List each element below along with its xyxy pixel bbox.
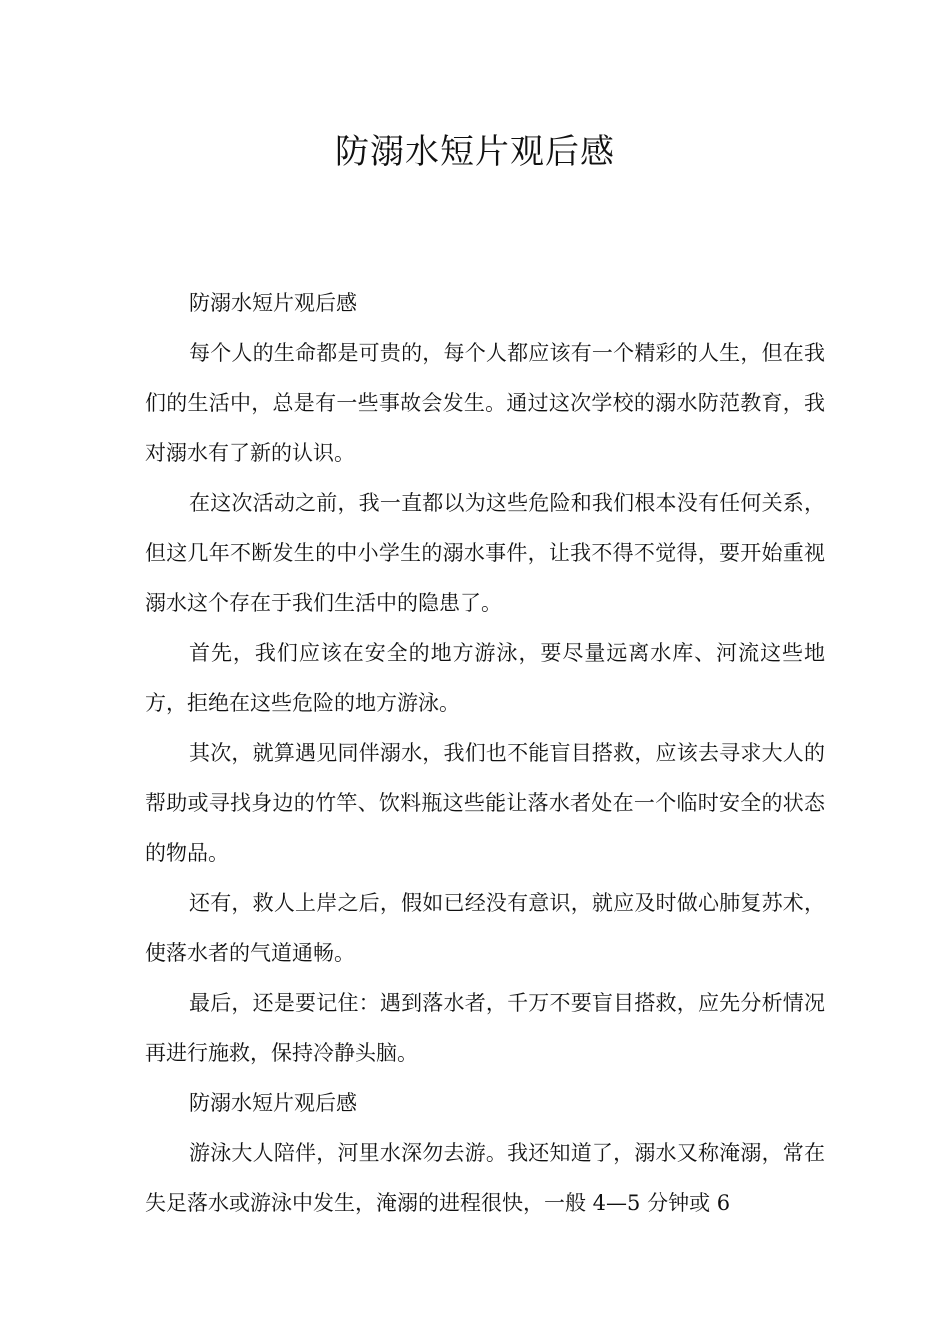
paragraph: 还有，救人上岸之后，假如已经没有意识，就应及时做心肺复苏术，使落水者的气道通畅。: [145, 891, 825, 965]
document-title: 防溺水短片观后感: [335, 132, 615, 172]
paragraph: 其次，就算遇见同伴溺水，我们也不能盲目搭救，应该去寻求大人的帮助或寻找身边的竹竿、饮料瓶这些能让落水者处在一个临时安全的状态的物品。: [145, 741, 825, 865]
paragraph: 游泳大人陪伴，河里水深勿去游。我还知道了，溺水又称淹溺，常在失足落水或游泳中发生，淹溺的进程很快，一般 4—5 分钟或 6: [145, 1141, 825, 1215]
paragraph: 首先，我们应该在安全的地方游泳，要尽量远离水库、河流这些地方，拒绝在这些危险的地方游泳。: [145, 641, 825, 715]
paragraph: 最后，还是要记住：遇到落水者，千万不要盲目搭救，应先分析情况再进行施救，保持冷静头脑。: [145, 991, 825, 1065]
document-body: [145, 278, 825, 1228]
paragraph: 在这次活动之前，我一直都以为这些危险和我们根本没有任何关系，但这几年不断发生的中小学生的溺水事件，让我不得不觉得，要开始重视溺水这个存在于我们生活中的隐患了。: [145, 491, 825, 615]
paragraph: 每个人的生命都是可贵的，每个人都应该有一个精彩的人生，但在我们的生活中，总是有一些事故会发生。通过这次学校的溺水防范教育，我对溺水有了新的认识。: [145, 341, 825, 465]
section-heading: 防溺水短片观后感: [189, 291, 357, 315]
section-heading: 防溺水短片观后感: [189, 1091, 357, 1115]
